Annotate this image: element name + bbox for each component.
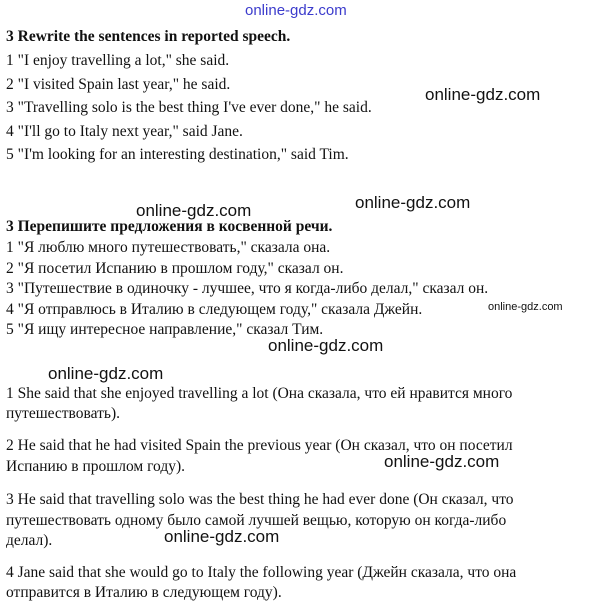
watermark-4: online-gdz.com: [268, 336, 384, 355]
answer-2-line-2: Испанию в прошлом году).: [6, 458, 186, 475]
watermark-3: online-gdz.com: [136, 201, 252, 220]
answer-3-line-1: 3 He said that travelling solo was the best thing he had ever done (Он сказал, что: [6, 491, 514, 508]
watermark-6: online-gdz.com: [384, 452, 500, 471]
answer-3-line-2: путешествовать одному было самой лучшей вещью, которую он когда-либо: [6, 512, 507, 529]
russian-item-5: 5 "Я ищу интересное направление," сказал Тим.: [6, 321, 324, 338]
english-item-2: 2 "I visited Spain last year," he said.: [6, 76, 231, 93]
russian-item-2: 2 "Я посетил Испанию в прошлом году," сказал он.: [6, 260, 344, 277]
english-task-heading: 3 Rewrite the sentences in reported speech.: [6, 28, 291, 45]
russian-item-4: 4 "Я отправлюсь в Италию в следующем году," сказала Джейн.: [6, 301, 423, 318]
russian-item-1: 1 "Я люблю много путешествовать," сказала она.: [6, 239, 331, 256]
answer-1-line-1: 1 She said that she enjoyed travelling a lot (Она сказала, что ей нравится много: [6, 385, 513, 402]
watermark-2: online-gdz.com: [355, 193, 471, 212]
english-item-1: 1 "I enjoy travelling a lot," she said.: [6, 52, 230, 69]
answer-4-line-1: 4 Jane said that she would go to Italy the following year (Джейн сказала, что она: [6, 564, 517, 581]
watermark-1: online-gdz.com: [425, 85, 541, 104]
russian-item-3: 3 "Путешествие в одиночку - лучшее, что я когда-либо делал," сказал он.: [6, 280, 489, 297]
english-item-5: 5 "I'm looking for an interesting destination," said Tim.: [6, 146, 349, 163]
watermark-7: online-gdz.com: [164, 527, 280, 546]
english-item-3: 3 "Travelling solo is the best thing I've ever done," he said.: [6, 99, 372, 116]
english-item-4: 4 "I'll go to Italy next year," said Jane.: [6, 123, 243, 140]
answer-3-line-3: делал).: [6, 532, 53, 549]
answer-1-line-2: путешествовать).: [6, 405, 120, 422]
watermark-top: online-gdz.com: [245, 2, 347, 19]
watermark-small: online-gdz.com: [488, 301, 563, 313]
russian-task-heading: 3 Перепишите предложения в косвенной речи.: [6, 218, 333, 235]
answer-4-line-2: отправится в Италию в следующем году).: [6, 584, 282, 601]
watermark-5: online-gdz.com: [48, 364, 164, 383]
answer-2-line-1: 2 He said that he had visited Spain the previous year (Он сказал, что он посетил: [6, 437, 513, 454]
